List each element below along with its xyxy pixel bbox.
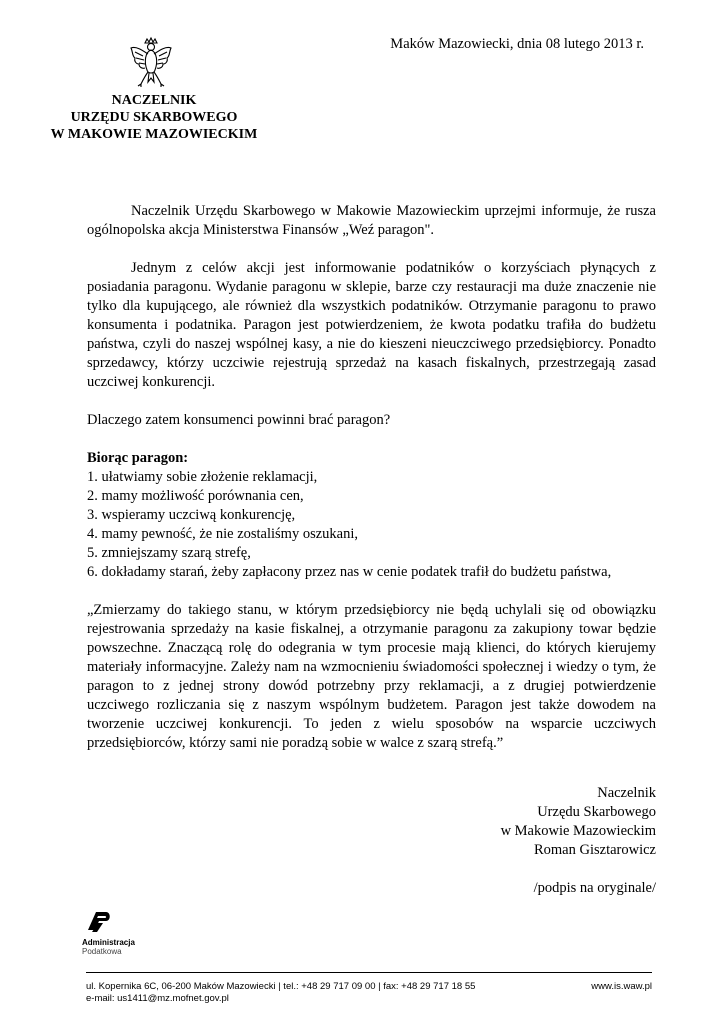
signature-block [501,784,656,898]
letter-body [87,202,656,753]
office-heading [40,92,268,143]
signature-line: w Makowie Mazowieckim [500,823,656,839]
signature-line: Naczelnik [597,785,656,801]
office-line: URZĘDU SKARBOWEGO [70,110,238,125]
list-item: 2. mamy możliwość porównania cen, [87,488,304,504]
office-line: NACZELNIK [111,93,197,108]
signature-note: /podpis na oryginale/ [533,880,656,896]
list-item: 3. wspieramy uczciwą konkurencję, [87,507,296,523]
logo-text-secondary: Podatkowa [82,947,122,956]
footer-address: ul. Kopernika 6C, 06-200 Maków Mazowiecki | tel.: +48 29 717 09 00 | fax: +48 29 717 18 55 [86,981,476,992]
tax-administration-logo-icon [84,908,112,936]
list-item: 1. ułatwiamy sobie złożenie reklamacji, [87,469,318,485]
footer-divider [86,972,652,973]
list-item: 4. mamy pewność, że nie zostaliśmy oszukani, [87,526,359,542]
benefits-title: Biorąc paragon: [87,450,189,466]
footer [86,981,652,1005]
office-line: W MAKOWIE MAZOWIECKIM [50,127,258,142]
signature-line: Urzędu Skarbowego [537,804,656,820]
campaign-paragraph: Jednym z celów akcji jest informowanie podatników o korzyściach płynących z posiadania paragonu. Wydanie paragonu w sklepie, barze czy restauracji ma duże znaczenie nie tylko dla kupującego, ale również dla wszystkich podatników. Otrzymanie paragonu to prawo konsumenta i podatnika. Paragon jest potwierdzeniem, że kwota podatku trafiła do budżetu państwa, czyli do naszej wspólnej kasy, a nie do kieszeni nieuczciwego przedsiębiorcy. Ponadto sprzedawcy, którzy uczciwie rejestrują sprzedaż na kasach fiskalnych, przestrzegają zasad uczciwej konkurencji. [87,260,656,390]
benefits-list [87,468,656,582]
footer-email[interactable]: e-mail: us1411@mz.mofnet.gov.pl [86,993,229,1004]
list-item: 6. dokładamy starań, żeby zapłacony przez nas w cenie podatek trafił do budżetu państwa, [87,564,612,580]
intro-paragraph: Naczelnik Urzędu Skarbowego w Makowie Mazowieckim uprzejmi informuje, że rusza ogólnopolska akcja Ministerstwa Finansów „Weź paragon". [87,203,656,238]
white-eagle-emblem-icon [128,36,174,88]
logo-text-primary: Administracja [82,938,135,947]
list-item: 5. zmniejszamy szarą strefę, [87,545,251,561]
place-and-date: Maków Mazowiecki, dnia 08 lutego 2013 r. [390,36,644,52]
quote-paragraph: „Zmierzamy do takiego stanu, w którym przedsiębiorcy nie będą uchylali się od obowiązku rejestrowania sprzedaży na kasie fiskalnej, a otrzymanie paragonu za zakupiony towar będzie powszechne. Znaczącą rolę do odegrania w tym procesie mają klienci, do których kierujemy materiały informacyjne. Zależy nam na wzmocnieniu świadomości społecznej i wiedzy o tym, że paragon to z jednej strony dowód potrzebny przy reklamacji, a z drugiej potwierdzenie uczciwego rozliczania się z naszym wspólnym budżetem. Paragon jest także dowodem na tworzenie uczciwej konkurencji. To jeden z wielu sposobów na wsparcie uczciwych przedsiębiorców, którzy sami nie poradzą sobie w walce z szarą strefą.” [87,602,656,751]
footer-website-link[interactable]: www.is.waw.pl [591,981,652,992]
administracja-podatkowa-logo [82,908,146,958]
question-line: Dlaczego zatem konsumenci powinni brać paragon? [87,412,391,428]
signatory-name: Roman Gisztarowicz [533,842,656,858]
